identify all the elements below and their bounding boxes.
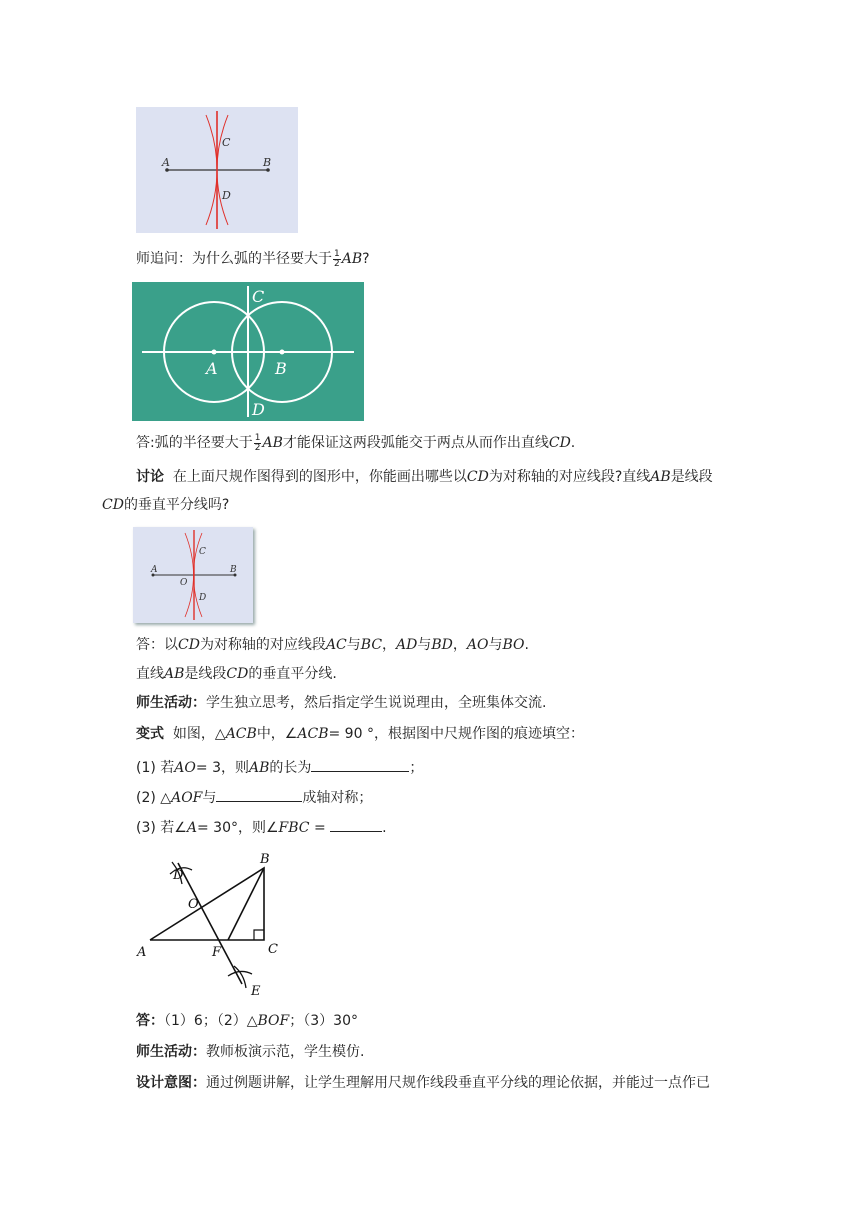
fig4-label-d: D [173, 868, 184, 883]
question-2: (2) △AOF与 成轴对称； [136, 787, 372, 808]
fig1-label-d: D [222, 189, 231, 202]
discussion-line1: 讨论 在上面尺规作图得到的图形中，你能画出哪些以CD为对称轴的对应线段?直线AB是线段 [136, 469, 713, 485]
fig4-label-c: C [268, 942, 278, 957]
figure-board-circles [132, 282, 364, 421]
discussion-line2: CD的垂直平分线吗? [102, 497, 230, 513]
fig4-label-f: F [212, 945, 222, 960]
answer-perpendicular: 直线AB是线段CD的垂直平分线. [136, 666, 337, 682]
fig3-label-o: O [180, 578, 188, 588]
teacher-question: 师追问：为什么弧的半径要大于 $\frac{1}{2}$ AB? [136, 248, 370, 269]
fig4-label-b: B [260, 852, 270, 867]
fig4-label-e: E [251, 984, 261, 998]
fig2-label-d: D [252, 400, 265, 419]
figure-construction-2 [133, 527, 253, 623]
design-intent: 设计意图：通过例题讲解，让学生理解用尺规作线段垂直平分线的理论依据，并能过一点作已 [136, 1075, 710, 1091]
fig3-label-c: C [199, 547, 206, 557]
fig3-label-d: D [199, 593, 207, 603]
fig2-label-c: C [252, 287, 265, 306]
activity-1: 师生活动：学生独立思考，然后指定学生说说理由，全班集体交流. [136, 695, 547, 711]
activity-2: 师生活动：教师板演示范，学生模仿. [136, 1044, 365, 1060]
answer-radius: 答:弧的半径要大于 $\frac{1}{2}$ AB才能保证这两段弧能交于两点从而作出直线CD. [136, 432, 576, 453]
fig4-label-o: O [188, 897, 199, 912]
variant-problem: 变式 如图，△ACB中，∠ACB= 90 °，根据图中尺规作图的痕迹填空： [136, 726, 584, 742]
fig1-label-c: C [222, 136, 231, 149]
fig2-label-a: A [206, 359, 218, 378]
answer-blank-1[interactable] [311, 757, 409, 772]
answer-symmetric-segments: 答：以CD为对称轴的对应线段AC与BC，AD与BD，AO与BO. [136, 637, 529, 653]
question-1: (1) 若AO= 3，则AB的长为 ； [136, 757, 423, 778]
fig4-label-a: A [137, 945, 147, 960]
figure-triangle [134, 848, 284, 998]
figure-construction-1 [136, 107, 298, 233]
fig3-label-b: B [230, 565, 237, 575]
answer-variant: 答：（1）6；（2）△BOF；（3）30° [136, 1013, 358, 1029]
answer-blank-3[interactable] [330, 817, 382, 832]
question-3: (3) 若∠A= 30°，则∠FBC = . [136, 817, 387, 838]
fig1-label-b: B [263, 156, 272, 169]
answer-blank-2[interactable] [216, 787, 302, 802]
fig3-label-a: A [151, 565, 158, 575]
fig1-label-a: A [162, 156, 170, 169]
fig2-label-b: B [275, 359, 287, 378]
